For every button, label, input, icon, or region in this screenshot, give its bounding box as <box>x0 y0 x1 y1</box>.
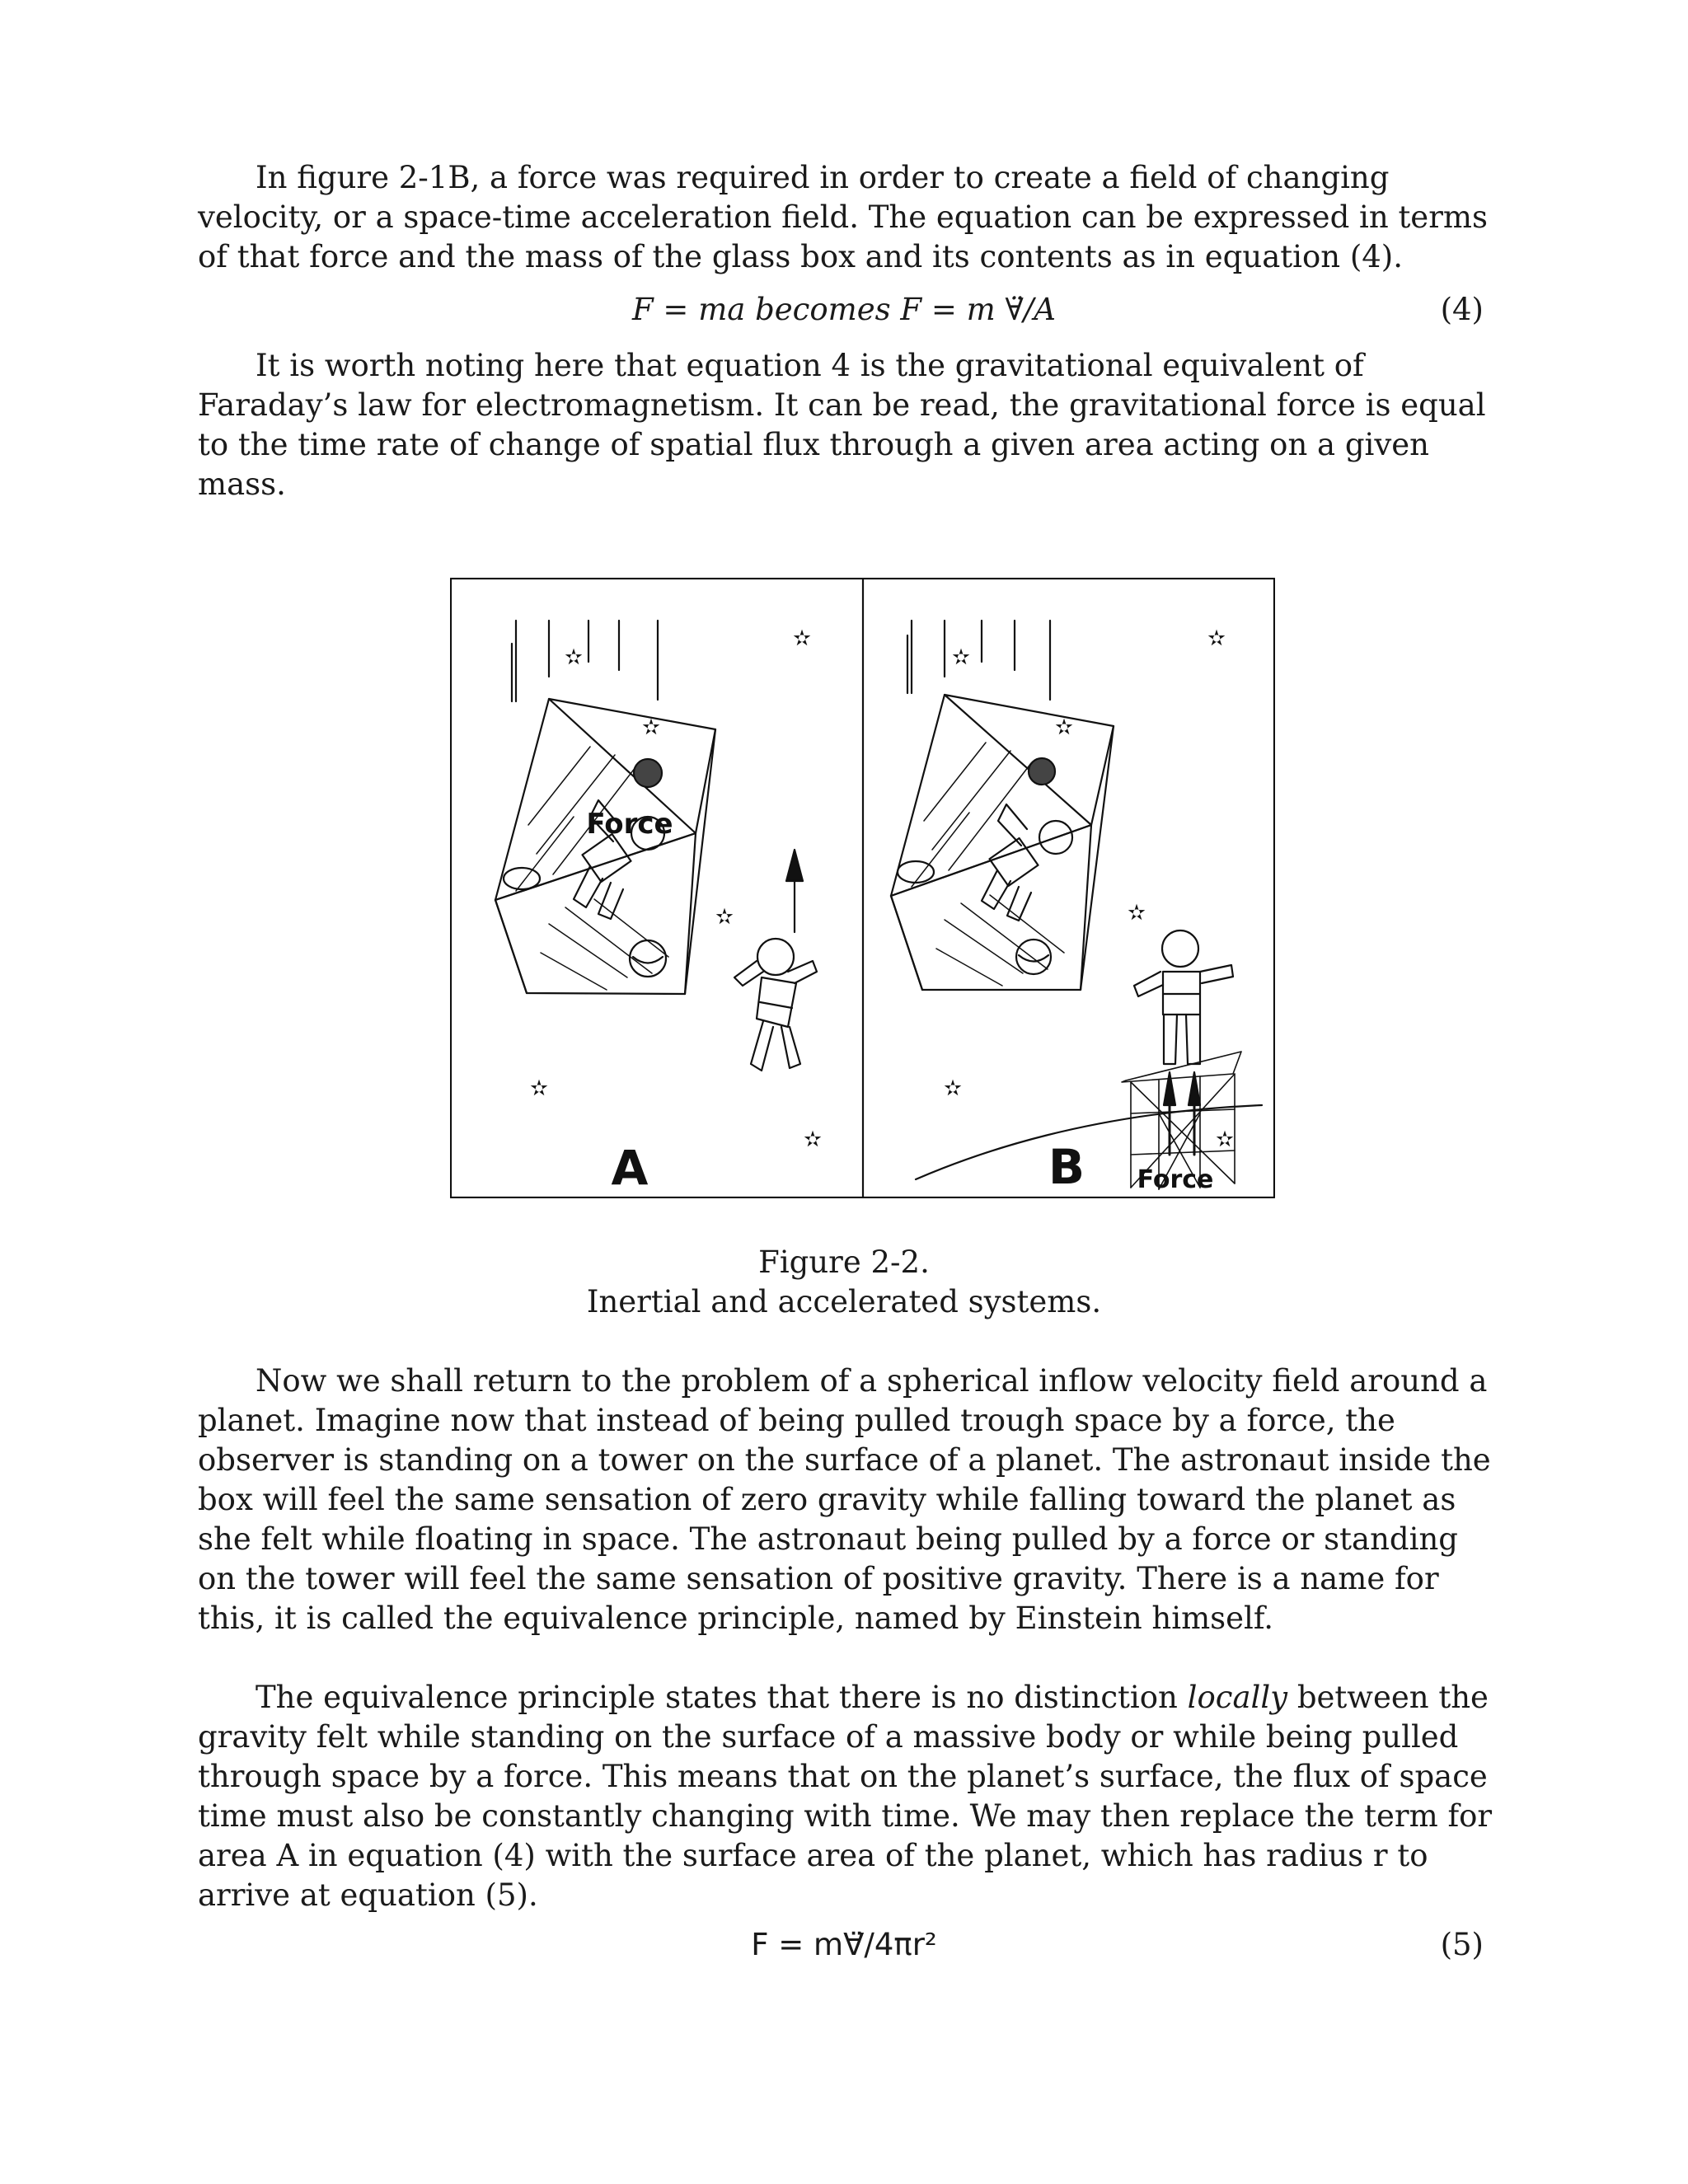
force-arrowhead-b <box>1164 1072 1175 1105</box>
star-icon: ✫ <box>1216 1127 1234 1152</box>
ball-icon <box>634 759 662 787</box>
text-segment: The equivalence principle states that there is no distinction <box>256 1680 1188 1715</box>
text-line: this, it is called the equivalence principle, named by Einstein himself. <box>198 1601 1274 1636</box>
football-icon <box>504 868 540 889</box>
panel-b <box>891 621 1262 1189</box>
text-line: Now we shall return to the problem of a spherical inflow velocity field around a <box>256 1363 1488 1399</box>
text-segment: between the <box>1287 1680 1489 1715</box>
astronaut-floating-icon <box>982 804 1072 921</box>
text-line: velocity, or a space-time acceleration field. The equation can be expressed in terms <box>198 199 1488 235</box>
equation-5 <box>0 1927 1688 1968</box>
text-line: observer is standing on a tower on the surface of a planet. The astronaut inside the <box>198 1442 1491 1478</box>
panel-a-label: A <box>611 1140 649 1196</box>
panel-b-label: B <box>1048 1139 1085 1195</box>
star-icon: ✫ <box>565 645 583 670</box>
glass-box-b <box>891 695 1114 990</box>
star-icon: ✫ <box>1055 715 1073 740</box>
star-icon: ✫ <box>642 715 660 740</box>
equation-4-expression: F = ma becomes F = m ∀̈/A <box>632 292 1056 327</box>
figure-caption <box>0 1243 1688 1322</box>
equation-4 <box>0 292 1688 333</box>
star-icon: ✫ <box>793 626 811 651</box>
star-icon: ✫ <box>715 905 734 930</box>
text-line <box>198 1678 1489 1718</box>
star-icon: ✫ <box>952 645 970 670</box>
text-line: of that force and the mass of the glass box and its contents as in equation (4). <box>198 239 1403 274</box>
equation-5-number: (5) <box>1440 1927 1484 1962</box>
caption-title: Figure 2-2. <box>758 1244 930 1280</box>
emphasis-locally: locally <box>1187 1680 1288 1715</box>
text-line: In figure 2-1B, a force was required in order to create a field of changing <box>256 160 1390 195</box>
panel-a <box>495 621 822 1152</box>
football-icon <box>898 861 934 883</box>
force-label-a: Force <box>586 808 673 841</box>
paragraph-1 <box>198 158 1488 277</box>
paragraph-4 <box>198 1678 1493 1915</box>
equation-4-number: (4) <box>1440 292 1484 327</box>
paragraph-3 <box>198 1361 1491 1638</box>
equation-5-expression: F = m∀̈/4πr² <box>751 1927 937 1962</box>
text-line: on the tower will feel the same sensation of positive gravity. There is a name for <box>198 1561 1439 1596</box>
text-line: through space by a force. This means that on the planet’s surface, the flux of space <box>198 1759 1488 1794</box>
text-line: planet. Imagine now that instead of being pulled trough space by a force, the <box>198 1403 1395 1438</box>
star-icon: ✫ <box>944 1076 962 1101</box>
astronaut-pulled-icon <box>734 939 817 1071</box>
astronaut-standing-icon <box>1134 930 1233 1064</box>
star-icon: ✫ <box>804 1127 822 1152</box>
text-line: area A in equation (4) with the surface area of the planet, which has radius r to <box>198 1838 1428 1873</box>
ball-icon <box>1029 758 1055 785</box>
star-icon: ✫ <box>530 1076 548 1101</box>
star-icon: ✫ <box>1207 626 1226 651</box>
text-line: she felt while floating in space. The astronaut being pulled by a force or standing <box>198 1521 1458 1557</box>
force-label-b: Force <box>1137 1165 1214 1194</box>
text-line: gravity felt while standing on the surface of a massive body or while being pulled <box>198 1719 1459 1755</box>
text-line: box will feel the same sensation of zero gravity while falling toward the planet as <box>198 1482 1456 1517</box>
text-line: mass. <box>198 466 286 502</box>
paragraph-2 <box>198 346 1484 504</box>
text-line: to the time rate of change of spatial flux through a given area acting on a given <box>198 427 1430 462</box>
text-line: It is worth noting here that equation 4 is the gravitational equivalent of <box>256 348 1364 383</box>
caption-subtitle: Inertial and accelerated systems. <box>586 1284 1102 1319</box>
text-line: Faraday’s law for electromagnetism. It can be read, the gravitational force is equal <box>198 387 1486 423</box>
glass-box-a <box>495 699 715 994</box>
text-line: arrive at equation (5). <box>198 1877 538 1913</box>
star-icon: ✫ <box>1128 901 1146 926</box>
force-arrowhead-a <box>786 850 803 881</box>
figure-inertial-accelerated <box>450 578 1275 1198</box>
text-line: time must also be constantly changing with time. We may then replace the term for <box>198 1798 1493 1834</box>
